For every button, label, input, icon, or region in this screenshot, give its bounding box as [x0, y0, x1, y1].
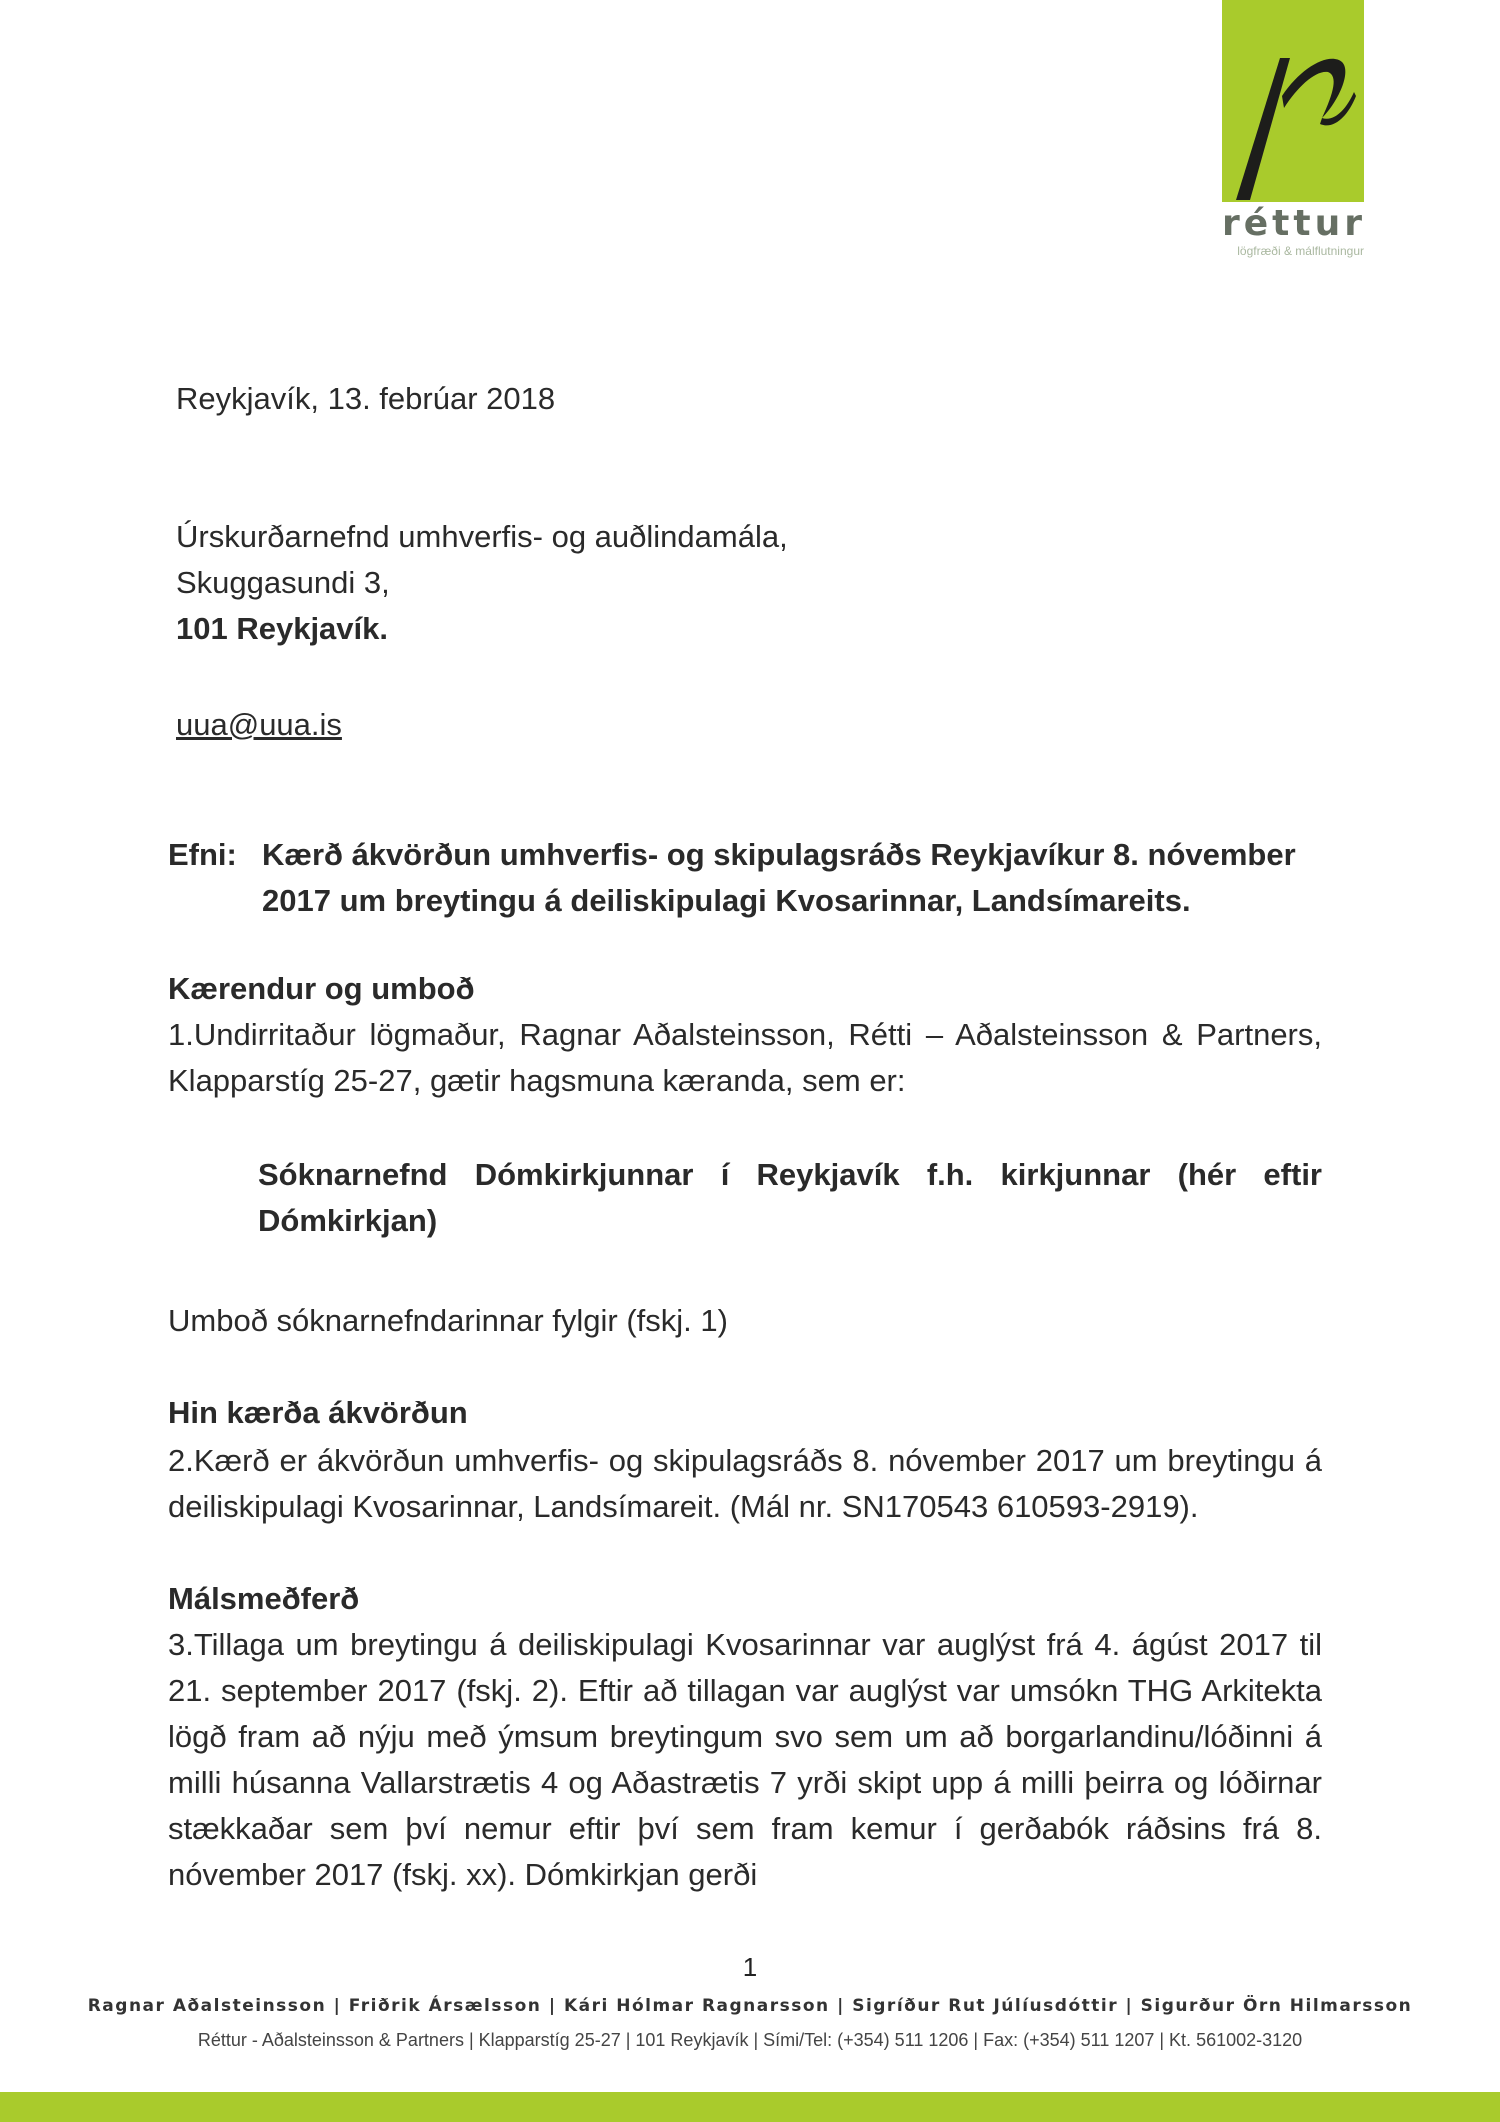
paragraph-3: 3.Tillaga um breytingu á deiliskipulagi Kvosarinnar var auglýst frá 4. ágúst 2017 til 21. september 2017 (fskj. 2). Eftir að tillagan var auglýst var umsókn THG Arkitekta lögð fram að nýju með ýmsum breytingum svo sem um að borgarlandinu/lóðinni á milli húsanna Vallarstrætis 4 og Aðastrætis 7 yrði skipt upp á milli þeirra og lóðirnar stækkaðar sem því nemur eftir því sem fram kemur í gerðabók ráðsins frá 8. nóvember 2017 (fskj. xx). Dómkirkjan gerði	[168, 1627, 1322, 1892]
mandate-note: Umboð sóknarnefndarinnar fylgir (fskj. 1)	[168, 1303, 728, 1338]
subject-line-1: Kærð ákvörðun umhverfis- og skipulagsráðs Reykjavíkur 8. nóvember	[262, 837, 1296, 872]
logo-r-glyph-icon	[1222, 0, 1364, 202]
appellant-name: Sóknarnefnd Dómkirkjunnar í Reykjavík f.h. kirkjunnar (hér eftir Dómkirkjan)	[258, 1157, 1322, 1238]
recipient-email-link[interactable]: uua@uua.is	[176, 707, 342, 742]
paragraph-2: 2.Kærð er ákvörðun umhverfis- og skipulagsráðs 8. nóvember 2017 um breytingu á deiliskipulagi Kvosarinnar, Landsímareit. (Mál nr. SN170543 610593-2919).	[168, 1443, 1322, 1524]
recipient-line-2: Skuggasundi 3,	[176, 565, 390, 600]
section-heading-decision: Hin kærða ákvörðun	[168, 1395, 468, 1430]
subject-text	[262, 832, 1322, 924]
footer-contact-info: Réttur - Aðalsteinsson & Partners | Klapparstíg 25-27 | 101 Reykjavík | Sími/Tel: (+354) 511 1206 | Fax: (+354) 511 1207 | Kt. 561002-3120	[197, 2030, 1303, 2050]
recipient-line-1: Úrskurðarnefnd umhverfis- og auðlindamála,	[176, 519, 788, 554]
page-number: 1	[742, 1952, 758, 1982]
logo-tagline: lögfræði & málflutningur	[1237, 244, 1364, 258]
letter-date: Reykjavík, 13. febrúar 2018	[176, 381, 556, 416]
recipient-line-3: 101 Reykjavík.	[176, 611, 389, 646]
recipient-address	[176, 514, 788, 652]
subject-line-2: 2017 um breytingu á deiliskipulagi Kvosarinnar, Landsímareits.	[262, 883, 1191, 918]
section-heading-procedure: Málsmeðferð	[168, 1581, 360, 1616]
footer-partner-names: Ragnar Aðalsteinsson | Friðrik Ársælsson | Kári Hólmar Ragnarsson | Sigríður Rut Júlíusdóttir | Sigurður Örn Hilmarsson	[87, 1996, 1413, 2016]
footer-brand-bar	[0, 2092, 1500, 2122]
subject-label: Efni:	[168, 837, 237, 872]
rettur-logo	[1222, 0, 1364, 258]
logo-mark	[1222, 0, 1364, 202]
section-heading-parties: Kærendur og umboð	[168, 971, 475, 1006]
logo-name: réttur	[1222, 203, 1366, 244]
paragraph-1: 1.Undirritaður lögmaður, Ragnar Aðalsteinsson, Rétti – Aðalsteinsson & Partners, Klapparstíg 25-27, gætir hagsmuna kæranda, sem er:	[168, 1017, 1322, 1098]
